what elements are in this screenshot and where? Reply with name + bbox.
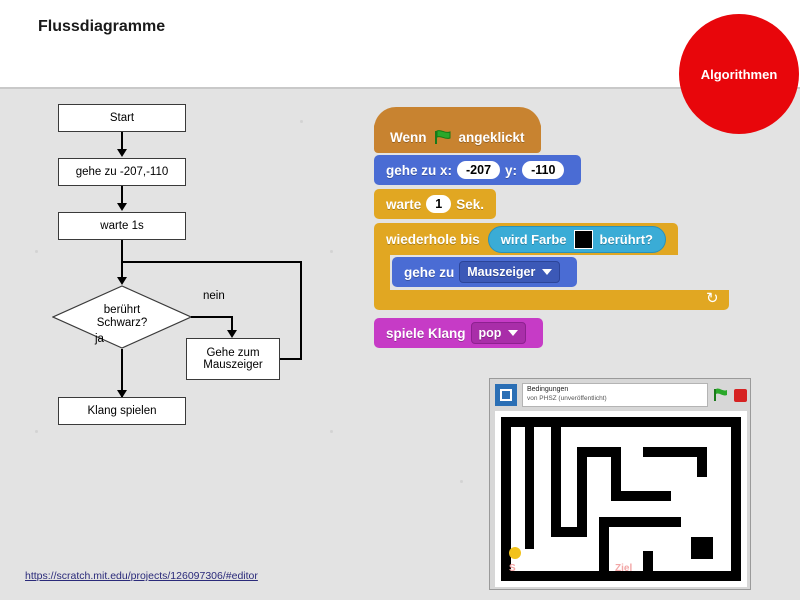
background-dot [330, 430, 333, 433]
background-dot [330, 250, 333, 253]
hat-shape [374, 107, 541, 129]
flowchart-node-start [58, 104, 186, 132]
block-color-touching[interactable] [488, 226, 666, 253]
node-label-line1: Gehe zum [206, 347, 260, 359]
green-flag-icon [434, 130, 452, 145]
connector-loop [123, 261, 302, 263]
stop-icon[interactable] [734, 389, 747, 402]
scratch-script [370, 105, 750, 365]
color-swatch[interactable] [574, 230, 593, 249]
project-info [522, 383, 708, 407]
stage-canvas[interactable] [495, 411, 747, 587]
input-seconds[interactable]: 1 [426, 195, 451, 213]
block-play-sound[interactable] [374, 318, 543, 348]
node-label-line1: berührt [103, 303, 141, 316]
block-wait[interactable] [374, 189, 496, 219]
block-when-flag-clicked[interactable] [374, 121, 541, 153]
project-title: Bedingungen [527, 386, 569, 393]
block-label: Wenn [390, 129, 427, 145]
connector-arrow [117, 149, 127, 157]
chevron-down-icon [542, 269, 552, 275]
green-flag-icon[interactable] [713, 387, 729, 403]
fullscreen-icon[interactable] [495, 384, 517, 406]
fullscreen-icon-inner [500, 389, 512, 401]
connector [121, 132, 123, 150]
maze-wall [691, 537, 713, 559]
maze-wall [577, 447, 587, 537]
maze-wall [525, 427, 534, 549]
condition-label-2: berührt? [599, 231, 653, 247]
block-goto-mouse[interactable] [392, 257, 577, 287]
block-label: spiele Klang [386, 325, 466, 341]
project-author: von PHSZ (unveröffentlicht) [527, 395, 607, 402]
block-label: gehe zu [404, 264, 455, 280]
flowchart-node-decision [52, 285, 192, 349]
input-x[interactable]: -207 [457, 161, 500, 179]
background-dot [35, 430, 38, 433]
source-link[interactable]: https://scratch.mit.edu/projects/126097306/#editor [25, 570, 258, 582]
block-goto-xy[interactable] [374, 155, 581, 185]
node-label: Klang spielen [87, 405, 157, 417]
stage-goal-label: Ziel [615, 563, 633, 574]
edge-label-no: nein [203, 290, 225, 302]
stage-start-label: S [509, 563, 516, 574]
maze-wall [611, 491, 671, 501]
stage-toolbar [490, 379, 752, 411]
maze-wall [501, 417, 741, 427]
scratch-stage [489, 378, 751, 590]
background-dot [35, 250, 38, 253]
dropdown-value: Mauszeiger [467, 265, 536, 279]
maze-wall [643, 551, 653, 575]
dropdown-target[interactable] [459, 261, 560, 283]
block-label: gehe zu x: [386, 162, 453, 178]
maze-wall [551, 417, 561, 537]
node-label: gehe zu -207,-110 [75, 166, 169, 178]
connector-no [191, 316, 233, 318]
connector [121, 240, 123, 278]
block-label: warte [386, 196, 422, 212]
connector [121, 186, 123, 204]
maze-wall [599, 517, 681, 527]
connector-arrow [227, 330, 237, 338]
connector-arrow [117, 277, 127, 285]
sprite-ball[interactable] [509, 547, 521, 559]
chevron-down-icon [508, 330, 518, 336]
maze-wall [599, 517, 609, 575]
connector-loop [300, 261, 302, 360]
node-label-line2: Mauszeiger [203, 359, 263, 371]
node-label: Start [109, 112, 135, 124]
node-label: warte 1s [100, 220, 144, 232]
flowchart-node-goto [58, 158, 186, 186]
page-title: Flussdiagramme [38, 18, 166, 35]
dropdown-value: pop [478, 326, 502, 340]
maze-wall [697, 447, 707, 477]
block-label: wiederhole bis [386, 231, 480, 247]
flowchart-node-goto-mouse [186, 338, 280, 380]
connector-arrow [117, 203, 127, 211]
flowchart-node-wait [58, 212, 186, 240]
background-dot [460, 480, 463, 483]
block-label: y: [505, 162, 518, 178]
background-dot [300, 120, 303, 123]
edge-label-yes: ja [95, 333, 104, 345]
node-label [52, 285, 192, 349]
node-label-line2: Schwarz? [96, 317, 148, 329]
topic-badge-label: Algorithmen [700, 66, 778, 82]
maze-wall [731, 417, 741, 581]
c-block-foot [374, 290, 729, 310]
block-repeat-until[interactable] [374, 223, 678, 255]
block-label: angeklickt [458, 129, 525, 145]
connector-loop [280, 358, 302, 360]
input-y[interactable]: -110 [522, 161, 564, 179]
flowchart-node-play-sound [58, 397, 186, 425]
loop-arrow-icon: ↻ [706, 290, 719, 307]
condition-label-1: wird Farbe [500, 231, 567, 247]
dropdown-sound[interactable] [471, 322, 527, 344]
block-label: Sek. [456, 196, 485, 212]
